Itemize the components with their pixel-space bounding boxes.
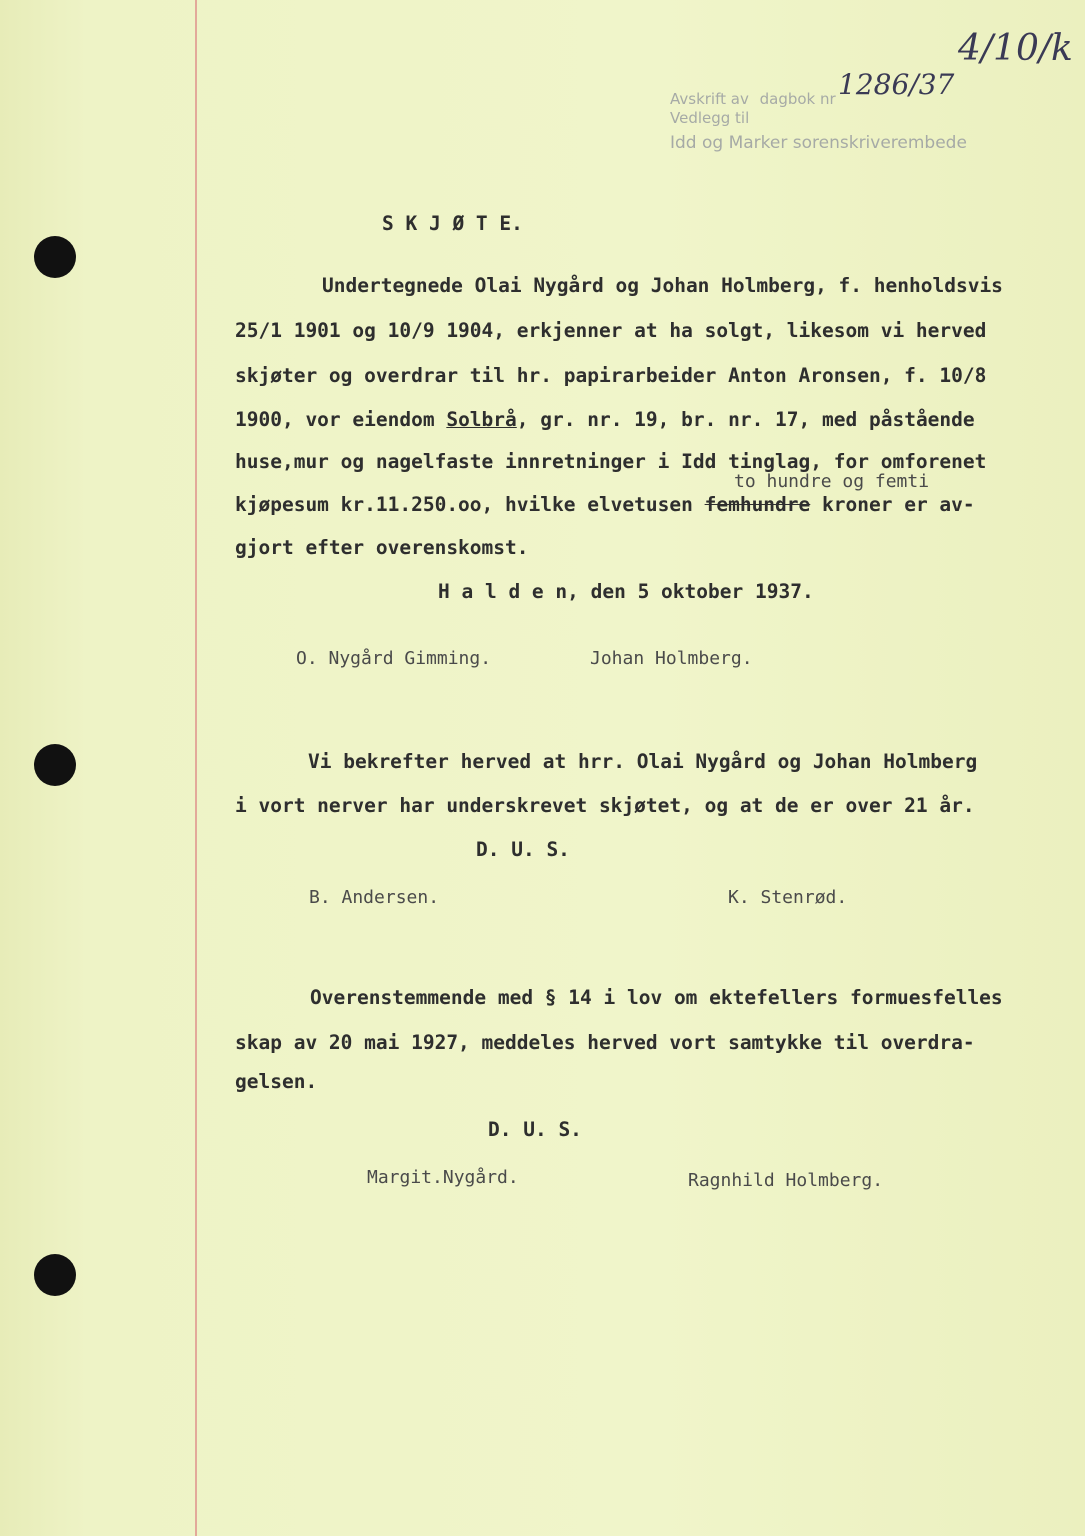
punch-hole-middle bbox=[34, 744, 76, 786]
consent-line-1: Overenstemmende med § 14 i lov om ektefellers formuesfelles bbox=[310, 986, 1003, 1009]
consent-line-2: skap av 20 mai 1927, meddeles herved vort samtykke til overdra- bbox=[235, 1031, 975, 1054]
body-line-5: huse,mur og nagelfaste innretninger i Idd tinglag, for omforenet bbox=[235, 450, 987, 473]
body-line-2: 25/1 1901 og 10/9 1904, erkjenner at ha solgt, likesom vi herved bbox=[235, 319, 987, 342]
body-line-3: skjøter og overdrar til hr. papirarbeider Anton Aronsen, f. 10/8 bbox=[235, 364, 987, 387]
margin-line bbox=[195, 0, 197, 1536]
place-date: H a l d e n, den 5 oktober 1937. bbox=[438, 580, 814, 603]
interlinear-correction: to hundre og femti bbox=[734, 471, 930, 492]
confirm-line-1: Vi bekrefter herved at hrr. Olai Nygård og Johan Holmberg bbox=[308, 750, 978, 773]
body-line-4b: , gr. nr. 19, br. nr. 17, med påstående bbox=[516, 408, 975, 431]
punch-hole-top bbox=[34, 236, 76, 278]
body-line-1: Undertegnede Olai Nygård og Johan Holmberg, f. henholdsvis bbox=[322, 274, 1003, 297]
body-line-7: gjort efter overenskomst. bbox=[235, 536, 529, 559]
signature-seller-2: Johan Holmberg. bbox=[590, 648, 753, 669]
stamp-line1: Avskrift av bbox=[670, 90, 749, 108]
punch-hole-bottom bbox=[34, 1254, 76, 1296]
consent-line-3: gelsen. bbox=[235, 1070, 318, 1093]
handwritten-corner: 4/10/k bbox=[958, 28, 1073, 69]
body-line-6a: kjøpesum kr.11.250.oo, hvilke elvetusen bbox=[235, 493, 705, 516]
body-line-4a: 1900, vor eiendom bbox=[235, 408, 447, 431]
struck-word: femhundre bbox=[704, 493, 811, 516]
stamp-line3: Idd og Marker sorenskriverembede bbox=[670, 133, 967, 153]
handwritten-number: 1286/37 bbox=[838, 68, 955, 101]
dus-1: D. U. S. bbox=[476, 838, 570, 861]
dus-2: D. U. S. bbox=[488, 1118, 582, 1141]
witness-1: B. Andersen. bbox=[309, 887, 440, 908]
signature-spouse-1: Margit.Nygård. bbox=[367, 1167, 519, 1188]
document-title: S K J Ø T E. bbox=[382, 212, 523, 235]
body-line-4 bbox=[235, 408, 975, 431]
signature-spouse-2: Ragnhild Holmberg. bbox=[688, 1170, 884, 1191]
signature-seller-1: O. Nygård Gimming. bbox=[296, 648, 492, 669]
confirm-line-2: i vort nerver har underskrevet skjøtet, og at de er over 21 år. bbox=[235, 794, 975, 817]
stamp-line2: Vedlegg til bbox=[670, 109, 750, 127]
stamp-line1b: dagbok nr bbox=[759, 90, 836, 108]
body-line-6b: kroner er av- bbox=[810, 493, 975, 516]
witness-2: K. Stenrød. bbox=[728, 887, 848, 908]
body-line-6 bbox=[235, 493, 975, 516]
property-name: Solbrå bbox=[446, 408, 517, 431]
